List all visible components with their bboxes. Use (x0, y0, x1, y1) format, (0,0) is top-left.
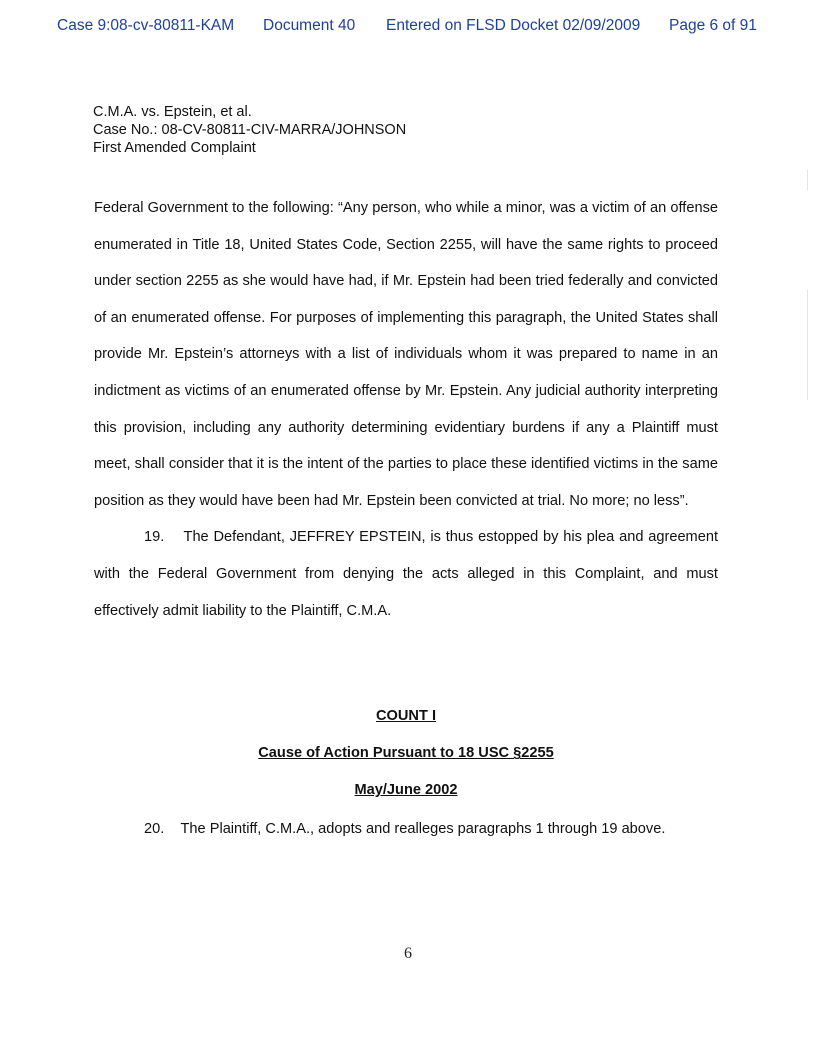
paragraph-20 (94, 809, 718, 849)
docket-header-stamp (0, 17, 816, 37)
cause-of-action-heading: Cause of Action Pursuant to 18 USC §2255 (258, 745, 554, 761)
paragraph-19-number: 19. (144, 529, 165, 546)
date-heading: May/June 2002 (354, 782, 458, 798)
document-number-stamp: Document 40 (263, 17, 356, 34)
paragraph-19-text: The Defendant, JEFFREY EPSTEIN, is thus estopped by his plea and agreement with the Federal Government from denying the acts alleged in this Complaint, and must effectively admit liability to the Plaintiff, C.M.A. (94, 529, 719, 619)
page-count-stamp: Page 6 of 91 (669, 17, 757, 34)
entered-date-stamp: Entered on FLSD Docket 02/09/2009 (386, 17, 641, 34)
caption-document-title: First Amended Complaint (93, 140, 256, 156)
caption-parties: C.M.A. vs. Epstein, et al. (93, 104, 252, 120)
scan-artifact (807, 290, 808, 400)
paragraph-19 (94, 519, 718, 629)
case-number-stamp: Case 9:08-cv-80811-KAM (57, 17, 235, 34)
case-caption (93, 103, 406, 157)
page-number: 6 (404, 945, 412, 962)
paragraph-20-text: The Plaintiff, C.M.A., adopts and realleges paragraphs 1 through 19 above. (180, 821, 666, 837)
scan-artifact (807, 170, 808, 190)
count-heading: COUNT I (376, 708, 436, 724)
continuation-paragraph: Federal Government to the following: “Any person, who while a minor, was a victim of an offense enumerated in Title 18, United States Code, Section 2255, will have the same rights to proceed under section 2255 as she would have had, if Mr. Epstein had been tried federally and convicted of an enumerated offense. For purposes of implementing this paragraph, the United States shall provide Mr. Epstein’s attorneys with a list of individuals whom it was prepared to name in an indictment as victims of an enumerated offense by Mr. Epstein. Any judicial authority interpreting this provision, including any authority determining evidentiary burdens if any a Plaintiff must meet, shall consider that it is the intent of the parties to place these identified victims in the same position as they would have been had Mr. Epstein been convicted at trial. No more; no less”. (94, 200, 718, 509)
complaint-body (94, 190, 718, 629)
paragraph-20-number: 20. (144, 821, 165, 837)
caption-case-number: Case No.: 08-CV-80811-CIV-MARRA/JOHNSON (93, 122, 407, 138)
complaint-body-continued (94, 809, 718, 849)
